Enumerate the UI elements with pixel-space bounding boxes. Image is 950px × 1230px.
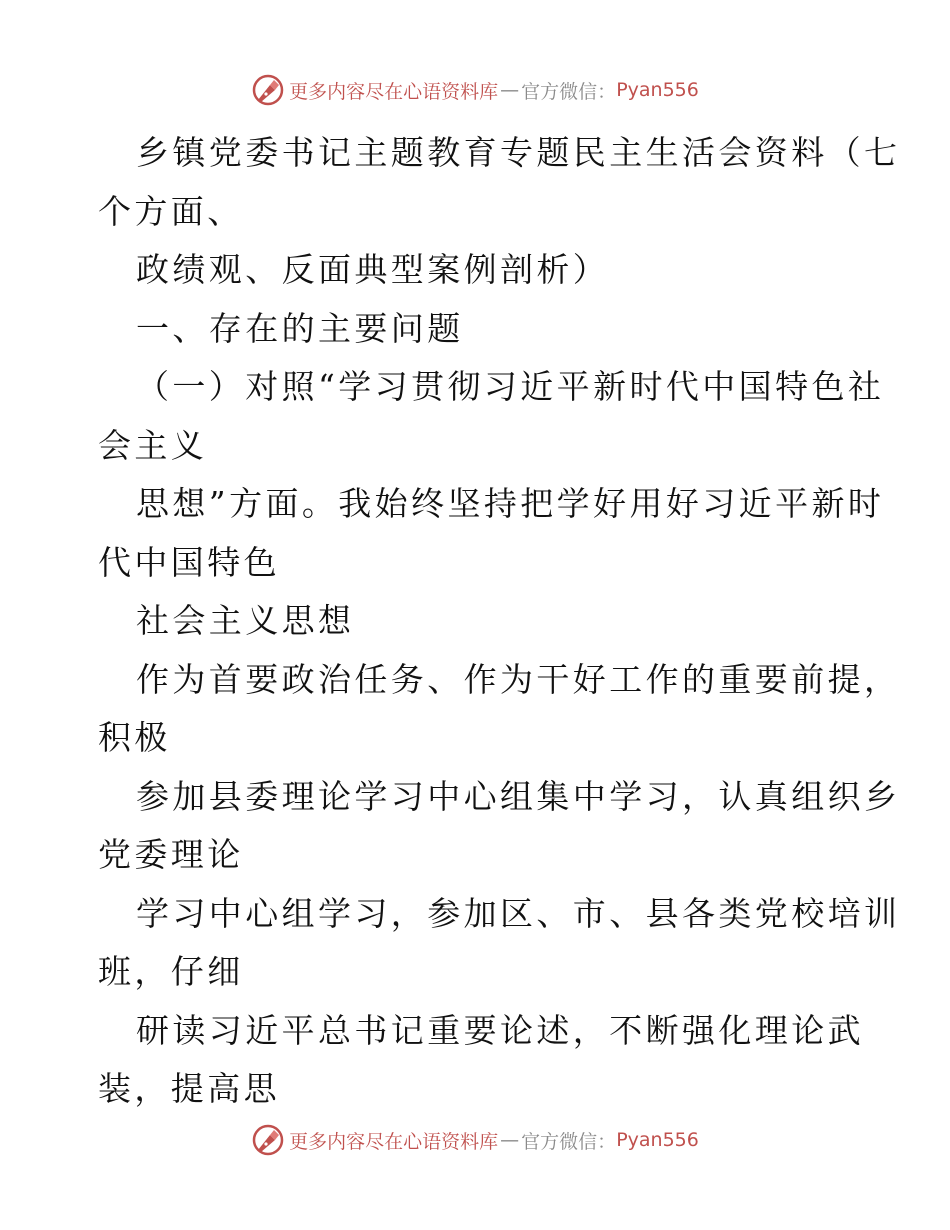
watermark-separator: — <box>500 79 520 101</box>
doc-title-line-2: 个方面、 <box>98 191 244 231</box>
watermark-wechat-id: Pyan556 <box>616 79 699 101</box>
paragraph-line: 作为首要政治任务、作为干好工作的重要前提， <box>136 659 901 699</box>
header-watermark <box>0 70 950 110</box>
footer-watermark <box>0 1120 950 1160</box>
paragraph-line: （一）对照“学习贯彻习近平新时代中国特色社 <box>136 367 885 406</box>
watermark-separator: — <box>500 1129 520 1151</box>
watermark-site-text: 更多内容尽在心语资料库 <box>289 80 499 103</box>
paragraph-line: 社会主义思想 <box>136 601 355 640</box>
doc-title-line-3: 政绩观、反面典型案例剖析） <box>136 250 610 289</box>
paragraph-line: 思想”方面。我始终坚持把学好用好习近平新时 <box>136 484 885 523</box>
paragraph-line: 班，仔细 <box>98 952 244 991</box>
watermark-site-text: 更多内容尽在心语资料库 <box>289 1130 499 1153</box>
paragraph-line: 研读习近平总书记重要论述，不断强化理论武 <box>136 1010 864 1050</box>
doc-title-line-1: 乡镇党委书记主题教育专题民主生活会资料（七 <box>136 133 901 172</box>
watermark-wechat-id: Pyan556 <box>616 1129 699 1151</box>
section-heading: 一、存在的主要问题 <box>136 308 464 348</box>
paragraph-line: 学习中心组学习，参加区、市、县各类党校培训 <box>136 893 901 933</box>
paragraph-line: 会主义 <box>98 425 208 465</box>
watermark-label: 官方微信： <box>521 1130 617 1153</box>
watermark-label: 官方微信： <box>521 80 617 103</box>
pen-nib-logo-icon <box>251 73 285 107</box>
paragraph-line: 参加县委理论学习中心组集中学习，认真组织乡 <box>136 776 901 816</box>
pen-nib-logo-icon <box>251 1123 285 1157</box>
paragraph-line: 党委理论 <box>98 835 244 874</box>
paragraph-line: 装，提高思 <box>98 1069 280 1108</box>
paragraph-line: 积极 <box>98 718 171 757</box>
document-body <box>98 124 901 1119</box>
paragraph-line: 代中国特色 <box>98 542 280 582</box>
